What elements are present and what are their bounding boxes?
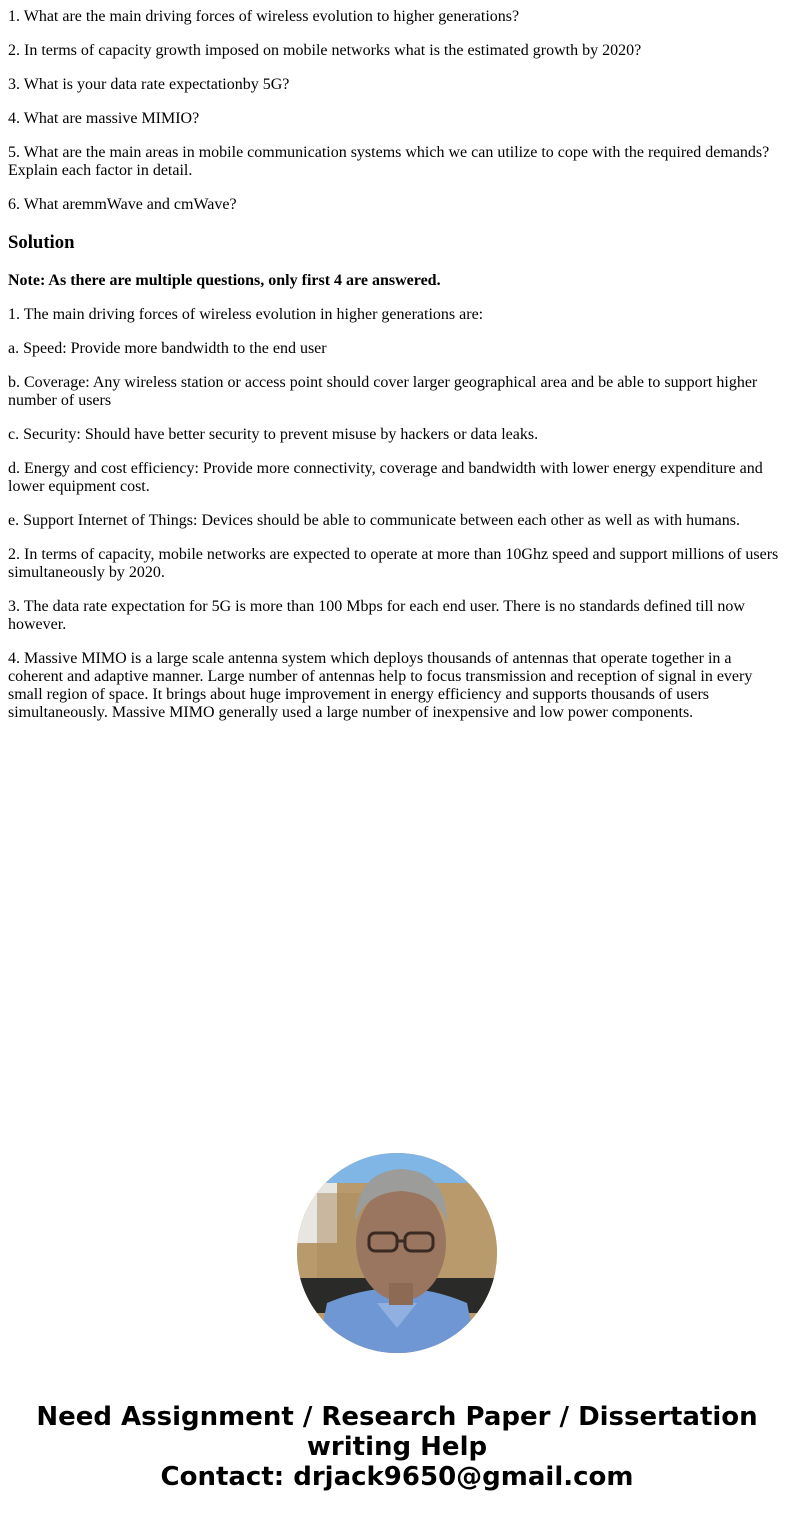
question-1: 1. What are the main driving forces of wireless evolution to higher generations? — [8, 8, 520, 25]
question-2: 2. In terms of capacity growth imposed on mobile networks what is the estimated growth by 2020? — [8, 42, 642, 59]
answer-1a: a. Speed: Provide more bandwidth to the end user — [8, 340, 327, 357]
question-3: 3. What is your data rate expectationby 5G? — [8, 76, 290, 93]
promo-line-1: Need Assignment / Research Paper / Dissertation — [36, 1402, 758, 1432]
document-body — [8, 0, 786, 738]
solution-heading: Solution — [8, 232, 75, 253]
question-5: 5. What are the main areas in mobile communication systems which we can utilize to cope with the required demands? Explain each factor in detail. — [8, 144, 770, 179]
promo-contact: Contact: drjack9650@gmail.com — [160, 1462, 634, 1492]
answer-1: 1. The main driving forces of wireless evolution in higher generations are: — [8, 306, 484, 323]
promo-banner — [0, 1402, 794, 1492]
author-avatar — [297, 1153, 497, 1353]
answer-4: 4. Massive MIMO is a large scale antenna system which deploys thousands of antennas that operate together in a coherent and adaptive manner. Large number of antennas help to focus transmission and reception of signal in every small region of space. It brings about huge improvement in energy efficiency and supports thousands of users simultaneously. Massive MIMO generally used a large number of inexpensive and low power components. — [8, 650, 753, 721]
question-4: 4. What are massive MIMIO? — [8, 110, 200, 127]
answer-1c: c. Security: Should have better security to prevent misuse by hackers or data leaks. — [8, 426, 539, 443]
answer-2: 2. In terms of capacity, mobile networks are expected to operate at more than 10Ghz speed and support millions of users simultaneously by 2020. — [8, 546, 779, 581]
answer-1b: b. Coverage: Any wireless station or access point should cover larger geographical area and be able to support higher number of users — [8, 374, 758, 409]
answer-3: 3. The data rate expectation for 5G is more than 100 Mbps for each end user. There is no standards defined till now however. — [8, 598, 745, 633]
solution-note: Note: As there are multiple questions, only first 4 are answered. — [8, 272, 441, 289]
question-6: 6. What aremmWave and cmWave? — [8, 196, 237, 213]
answer-1d: d. Energy and cost efficiency: Provide more connectivity, coverage and bandwidth with lower energy expenditure and lower equipment cost. — [8, 460, 763, 495]
author-photo-icon — [297, 1153, 497, 1353]
promo-line-2: writing Help — [306, 1432, 488, 1462]
answer-1e: e. Support Internet of Things: Devices should be able to communicate between each other as well as with humans. — [8, 512, 740, 529]
